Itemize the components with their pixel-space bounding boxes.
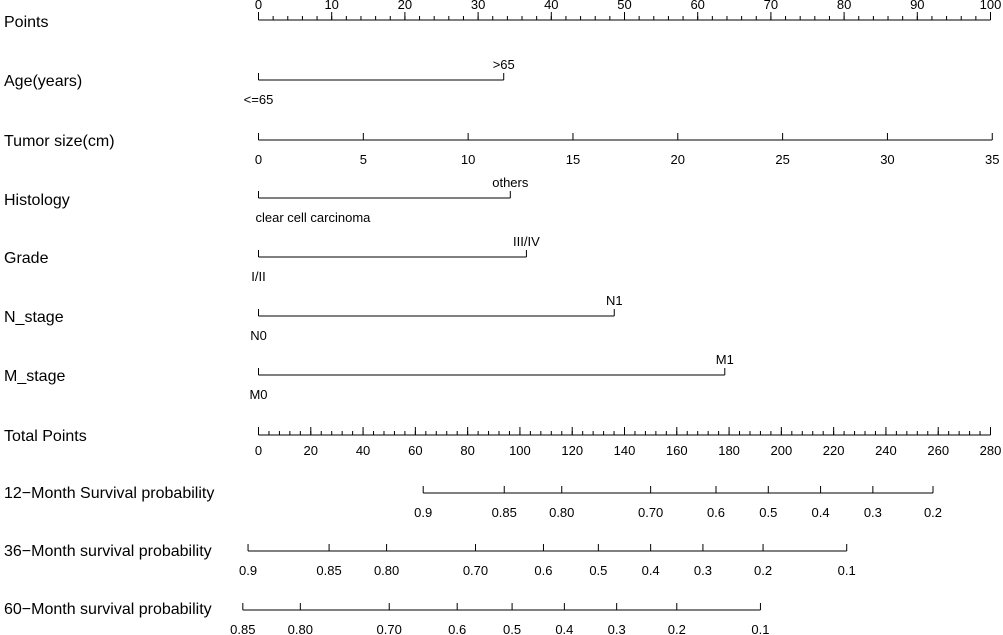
tumor-size-label: Tumor size(cm) [4, 133, 115, 150]
n-stage-level-n1: N1 [605, 293, 623, 308]
points-tick-label: 10 [324, 0, 339, 12]
m-stage-level-m1: M1 [715, 352, 734, 367]
tumor-size-tick-label: 0 [254, 152, 263, 167]
tumor-size-tick-label: 20 [670, 152, 686, 167]
points-tick-label: 0 [254, 0, 263, 12]
histology-label: Histology [4, 192, 70, 209]
tumor-size-tick-label: 10 [460, 152, 476, 167]
survival-12-tick-label: 0.9 [414, 505, 433, 520]
total-points-tick-label: 20 [303, 443, 319, 458]
points-tick-label: 80 [836, 0, 852, 12]
total-points-tick-label: 100 [509, 443, 531, 458]
survival-60-tick-label: 0.4 [555, 622, 574, 635]
survival-36-tick-label: 0.4 [641, 563, 660, 578]
tumor-size-tick-label: 25 [775, 152, 790, 167]
survival-60-tick-label: 0.70 [376, 622, 402, 635]
points-tick-label: 90 [910, 0, 925, 12]
points-tick-label: 30 [470, 0, 486, 12]
survival-36-tick-label: 0.85 [316, 563, 342, 578]
survival-12-tick-label: 0.2 [923, 505, 943, 520]
points-tick-label: 40 [544, 0, 559, 12]
grade-level-i-ii: I/II [251, 269, 266, 284]
n-stage-label: N_stage [4, 309, 64, 326]
histology-level-others: others [492, 175, 529, 190]
n-stage-level-n0: N0 [250, 328, 267, 343]
survival-60-label: 60−Month survival probability [4, 601, 212, 618]
points-tick-label: 60 [690, 0, 705, 12]
survival-12-tick-label: 0.6 [706, 505, 726, 520]
m-stage-label: M_stage [4, 368, 66, 385]
survival-36-label: 36−Month survival probability [4, 543, 212, 560]
tumor-size-tick-label: 35 [985, 152, 1000, 167]
survival-36-tick-label: 0.80 [373, 563, 400, 578]
survival-36-tick-label: 0.9 [239, 563, 258, 578]
total-points-tick-label: 260 [927, 443, 950, 458]
tumor-size-tick-label: 15 [565, 152, 581, 167]
grade-level-iii-iv: III/IV [513, 234, 540, 249]
total-points-tick-label: 80 [460, 443, 475, 458]
survival-36-tick-label: 0.5 [589, 563, 608, 578]
survival-60-tick-label: 0.80 [287, 622, 313, 635]
points-tick-label: 100 [979, 0, 1002, 12]
total-points-tick-label: 40 [355, 443, 371, 458]
total-points-tick-label: 220 [822, 443, 845, 458]
total-points-tick-label: 280 [979, 443, 1002, 458]
survival-36-tick-label: 0.1 [837, 563, 856, 578]
age-label: Age(years) [4, 73, 83, 90]
tumor-size-tick-label: 30 [880, 152, 895, 167]
total-points-tick-label: 160 [665, 443, 688, 458]
survival-36-tick-label: 0.70 [462, 563, 489, 578]
tumor-size-tick-label: 5 [359, 152, 367, 167]
survival-12-tick-label: 0.5 [759, 505, 778, 520]
grade-label: Grade [4, 250, 49, 267]
survival-36-tick-label: 0.3 [693, 563, 712, 578]
histology-level-clear-cell-carcinoma: clear cell carcinoma [255, 210, 371, 225]
survival-60-tick-label: 0.85 [230, 622, 256, 635]
survival-12-tick-label: 0.4 [811, 505, 830, 520]
total-points-tick-label: 200 [770, 443, 793, 458]
survival-12-tick-label: 0.80 [549, 505, 575, 520]
age-level-65: <=65 [243, 92, 274, 107]
survival-60-tick-label: 0.5 [503, 622, 522, 635]
total-points-tick-label: 140 [613, 443, 636, 458]
total-points-label: Total Points [4, 428, 87, 445]
points-tick-label: 70 [763, 0, 779, 12]
survival-36-tick-label: 0.2 [754, 563, 773, 578]
age-level-65: >65 [492, 57, 515, 72]
survival-12-label: 12−Month Survival probability [4, 485, 215, 502]
points-tick-label: 50 [617, 0, 632, 12]
total-points-tick-label: 120 [561, 443, 584, 458]
survival-12-tick-label: 0.3 [863, 505, 882, 520]
survival-60-tick-label: 0.3 [607, 622, 626, 635]
m-stage-level-m0: M0 [249, 387, 268, 402]
survival-36-tick-label: 0.6 [534, 563, 553, 578]
survival-60-tick-label: 0.1 [751, 622, 770, 635]
survival-12-tick-label: 0.85 [491, 505, 517, 520]
total-points-tick-label: 240 [875, 443, 897, 458]
points-label: Points [4, 14, 49, 31]
total-points-tick-label: 60 [408, 443, 423, 458]
total-points-tick-label: 180 [718, 443, 740, 458]
points-tick-label: 20 [397, 0, 413, 12]
survival-12-tick-label: 0.70 [637, 505, 664, 520]
total-points-tick-label: 0 [254, 443, 263, 458]
survival-60-tick-label: 0.6 [448, 622, 467, 635]
survival-60-tick-label: 0.2 [667, 622, 686, 635]
